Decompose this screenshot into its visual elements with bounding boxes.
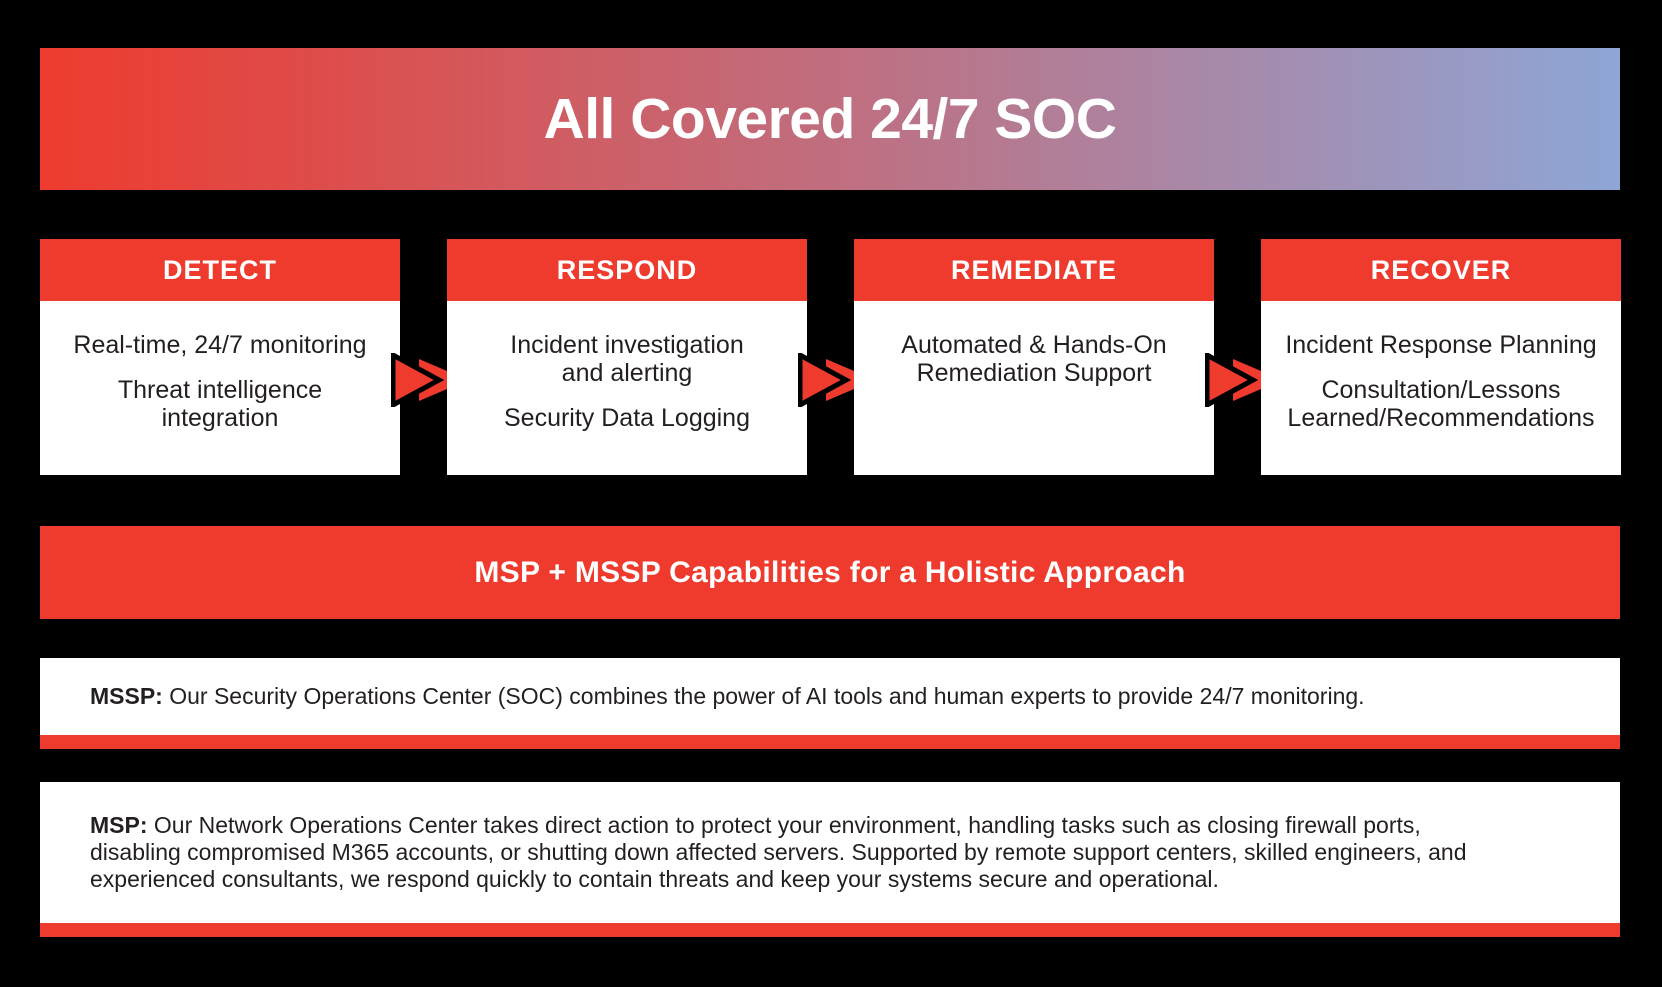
step-card-recover <box>1261 239 1621 475</box>
msp-accent-bar <box>40 923 1620 937</box>
msp-description: Our Network Operations Center takes direct action to protect your environment, handling tasks such as closing firewall ports, disabling compromised M365 accounts, or shutting down affected servers. Supported by remote support centers, skilled engineers, and experienced consultants, we respond quickly to contain threats and keep your systems secure and operational. <box>90 812 1467 892</box>
mssp-card-body <box>40 658 1620 735</box>
step-item: Real-time, 24/7 monitoring <box>73 331 367 359</box>
step-title-recover: RECOVER <box>1370 254 1512 285</box>
step-card-detect <box>40 239 400 475</box>
capabilities-banner <box>40 526 1620 619</box>
page-title: All Covered 24/7 SOC <box>543 87 1117 151</box>
step-header-remediate <box>854 239 1214 301</box>
step-header-recover <box>1261 239 1621 301</box>
step-card-respond <box>447 239 807 475</box>
step-item: Automated & Hands-On Remediation Support <box>901 331 1167 387</box>
msp-card-body <box>40 782 1620 923</box>
step-header-detect <box>40 239 400 301</box>
step-item: Security Data Logging <box>504 404 750 432</box>
mssp-accent-bar <box>40 735 1620 749</box>
step-title-respond: RESPOND <box>556 254 698 285</box>
step-title-remediate: REMEDIATE <box>950 254 1117 285</box>
step-item: Incident Response Planning <box>1285 331 1597 359</box>
step-title-detect: DETECT <box>163 254 277 285</box>
step-body-recover <box>1261 301 1621 475</box>
step-item: Incident investigation and alerting <box>510 331 744 387</box>
mssp-card <box>40 658 1620 749</box>
header-banner <box>40 48 1620 190</box>
mssp-label: MSSP: <box>90 683 163 709</box>
msp-label: MSP: <box>90 812 148 838</box>
msp-card <box>40 782 1620 937</box>
step-header-respond <box>447 239 807 301</box>
msp-text <box>90 812 1510 893</box>
step-card-remediate <box>854 239 1214 475</box>
mssp-description: Our Security Operations Center (SOC) combines the power of AI tools and human experts to provide 24/7 monitoring. <box>169 683 1365 709</box>
step-item: Threat intelligence integration <box>117 376 323 432</box>
step-body-remediate <box>854 301 1214 475</box>
capabilities-title: MSP + MSSP Capabilities for a Holistic Approach <box>474 555 1186 589</box>
step-body-respond <box>447 301 807 475</box>
step-body-detect <box>40 301 400 475</box>
mssp-text <box>90 683 1365 710</box>
step-item: Consultation/Lessons Learned/Recommendations <box>1287 376 1595 432</box>
